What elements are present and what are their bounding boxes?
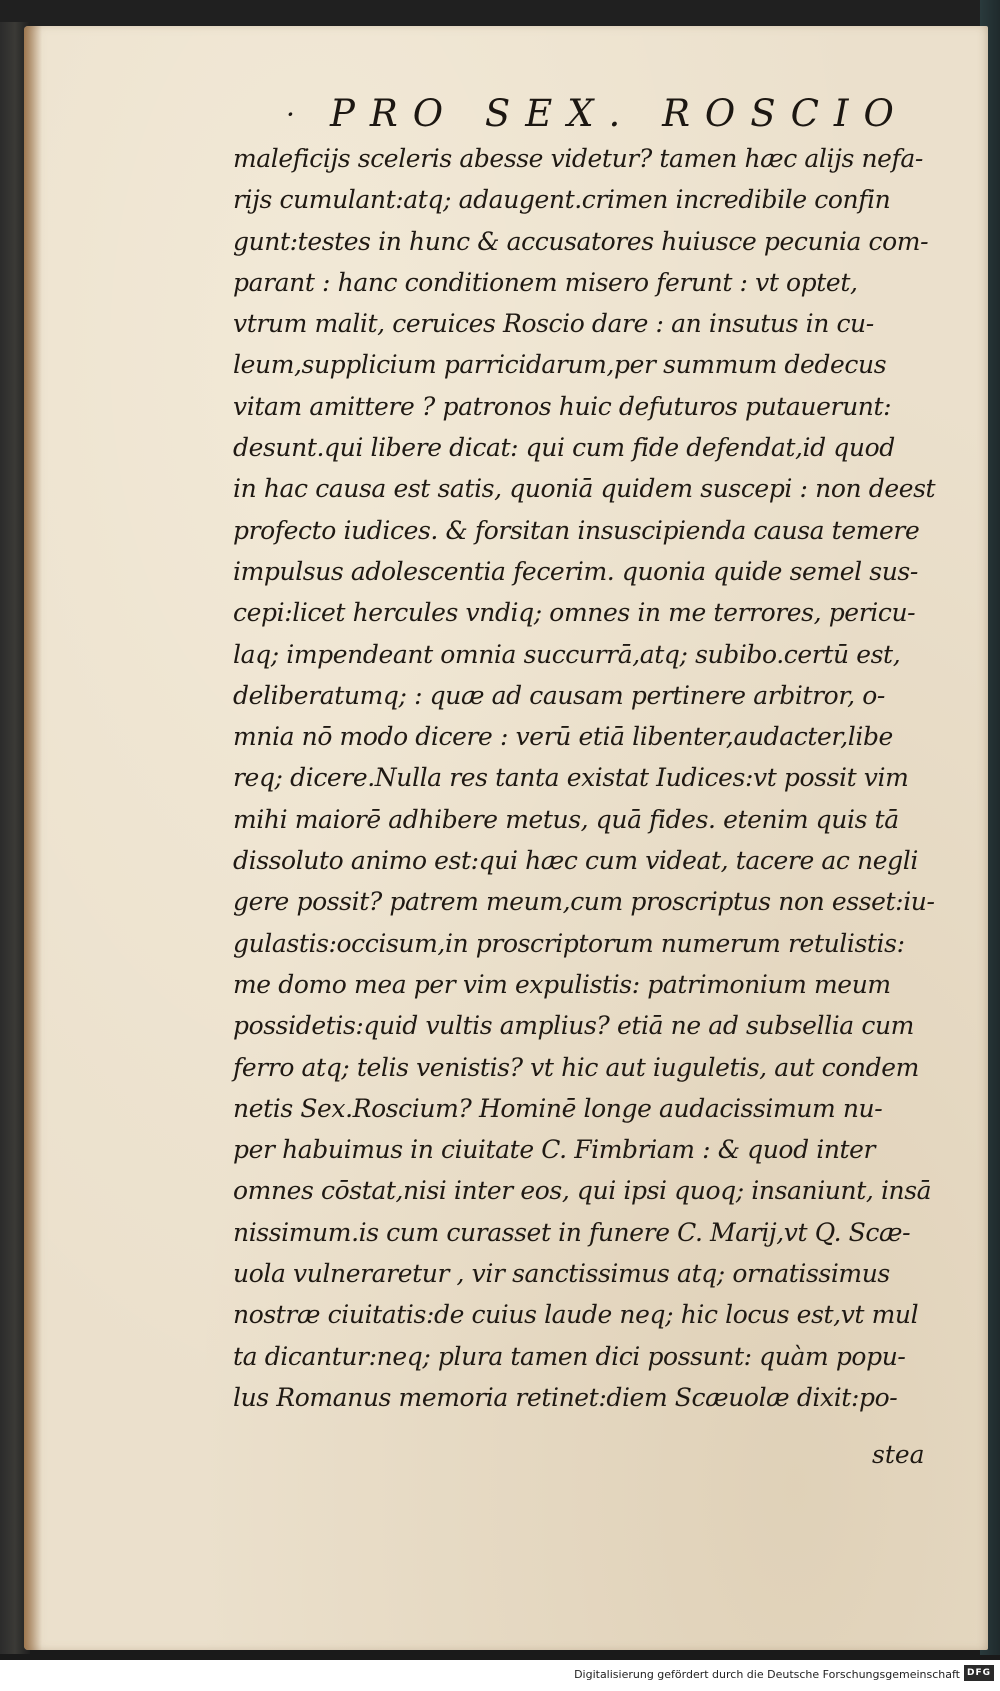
text-line: per habuimus in ciuitate C. Fimbriam : & quod inter [233,1135,876,1165]
page-gutter-shadow [24,26,42,1650]
text-line: maleficijs sceleris abesse videtur? tamen hæc alijs nefa- [233,144,923,173]
text-line: leum,supplicium parricidarum,per summum dedecus [233,350,887,380]
dfg-logo: DFG [964,1665,994,1681]
text-line: netis Sex.Roscium? Hominē longe audacissimum nu- [233,1093,883,1123]
text-block [233,138,973,1418]
running-head-mark: · [286,98,295,131]
digitization-footer [0,1660,1000,1691]
text-line: gulastis:occisum,in proscriptorum numerum retulistis: [233,928,905,958]
text-line: omnes cōstat,nisi inter eos, qui ipsi quoq; insaniunt, insā [233,1176,932,1206]
scan-top-band [0,0,1000,28]
text-line: mihi maiorē adhibere metus, quā fides. etenim quis tā [233,804,899,834]
running-head [286,92,909,142]
text-line: desunt.qui libere dicat: qui cum fide defendat,id quod [233,433,895,463]
text-line: parant : hanc conditionem misero ferunt : vt optet, [233,267,858,297]
text-line: rijs cumulant:atq; adaugent.crimen incredibile confin [233,185,891,215]
text-line: laq; impendeant omnia succurrā,atq; subibo.certū est, [233,639,901,669]
text-line: mnia nō modo dicere : verū etiā libenter,audacter,libe [233,722,893,752]
text-line: vitam amittere ? patronos huic defuturos putauerunt: [233,391,892,421]
text-line: req; dicere.Nulla res tanta existat Iudices:vt possit vim [233,763,909,793]
footer-credit: Digitalisierung gefördert durch die Deutsche Forschungsgemeinschaft [574,1668,960,1681]
text-line: impulsus adolescentia fecerim. quonia quide semel sus- [233,556,918,586]
text-line: lus Romanus memoria retinet:diem Scæuolæ dixit:po- [233,1382,898,1412]
text-line: gunt:testes in hunc & accusatores huiusce pecunia com- [233,226,929,256]
text-line: cepi:licet hercules vndiq; omnes in me terrores, pericu- [233,598,916,628]
running-head-text: PRO SEX. ROSCIO [330,92,909,135]
text-line: gere possit? patrem meum,cum proscriptus non esset:iu- [233,887,935,917]
text-line: possidetis:quid vultis amplius? etiā ne ad subsellia cum [233,1011,914,1041]
text-line: vtrum malit, ceruices Roscio dare : an insutus in cu- [233,309,874,339]
text-line: ta dicantur:neq; plura tamen dici possunt: quàm popu- [233,1341,906,1371]
text-line: ferro atq; telis venistis? vt hic aut iuguletis, aut condem [233,1052,919,1082]
text-line: nostræ ciuitatis:de cuius laude neq; hic locus est,vt mul [233,1300,919,1330]
text-line: profecto iudices. & forsitan insuscipienda causa temere [233,515,920,545]
catchword: stea [872,1440,925,1469]
text-line: nissimum.is cum curasset in funere C. Marij,vt Q. Scæ- [233,1217,911,1247]
text-line: deliberatumq; : quæ ad causam pertinere arbitror, o- [233,680,885,710]
text-line: dissoluto animo est:qui hæc cum videat, tacere ac negli [233,846,918,876]
text-line: uola vulneraretur , vir sanctissimus atq; ornatissimus [233,1259,890,1289]
text-line: in hac causa est satis, quoniā quidem suscepi : non deest [233,474,936,504]
text-line: me domo mea per vim expulistis: patrimonium meum [233,969,891,999]
